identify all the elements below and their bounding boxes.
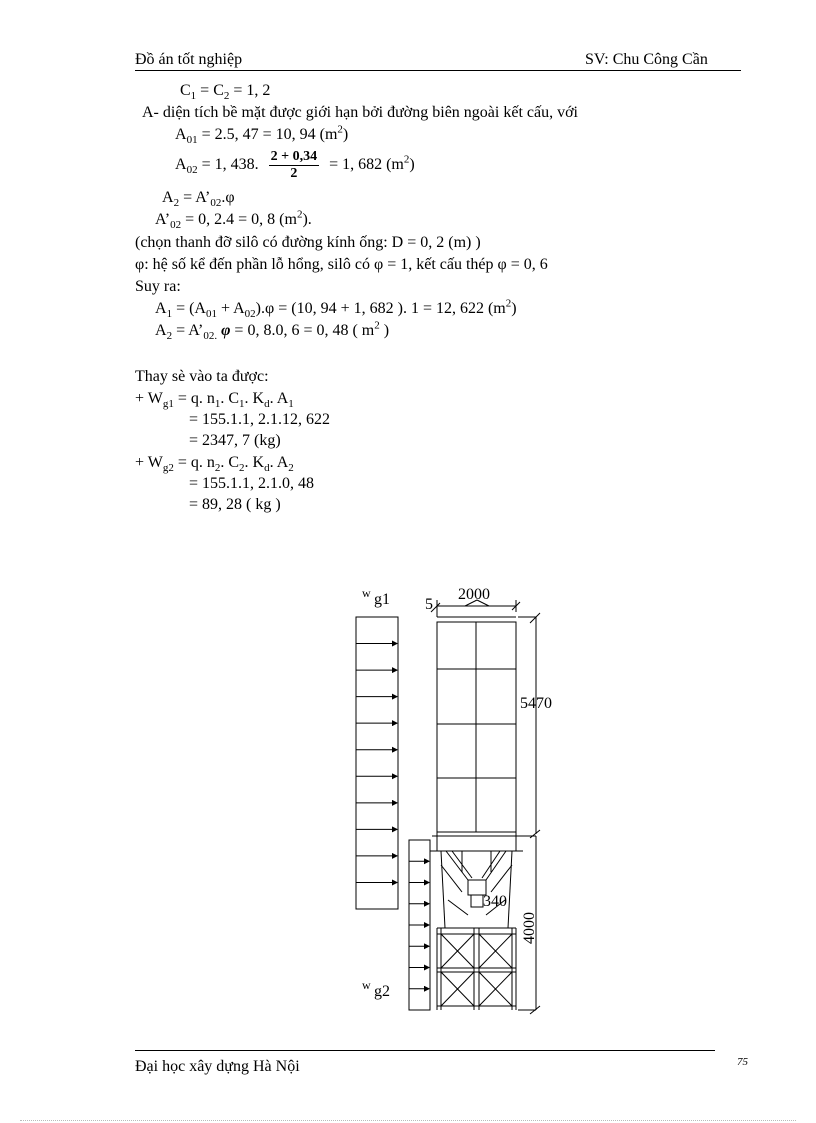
line-suy-ra: Suy ra:	[135, 278, 181, 295]
header-left: Đồ án tốt nghiệp	[135, 51, 243, 68]
line-wg2-step3: = 89, 28 ( kg )	[189, 496, 281, 513]
line-choose: (chọn thanh đỡ silô có đường kính ống: D = 0, 2 (m) )	[135, 234, 481, 251]
label-wg2: g2	[374, 983, 390, 1000]
line-a01: $A_{01} = 2.5$, 47 = 10, 94 $(m^2)$	[175, 123, 349, 147]
wind-load-wg2-arrows	[409, 840, 430, 1010]
line-c-coeffs: $C_1 = C_2 = 1$, 2	[180, 82, 271, 103]
dim-340: 340	[483, 893, 507, 910]
line-a02-prime: $A’_{02} = 0$, 2.4 = 0, 8 $(m^2)$.	[155, 208, 312, 232]
line-wg2: + $W_{g2} = q$. $n_2$. $C_2$. $K_d$. $A_2$	[135, 454, 294, 475]
dim-2000: 2000	[458, 586, 490, 603]
dim-4000: 4000	[521, 912, 538, 944]
line-a2: $A_2$ = $A’_{02}.\varphi$	[162, 189, 235, 210]
line-thay-se: Thay sè vào ta được:	[135, 368, 269, 385]
silo-support-frame	[437, 928, 516, 1010]
line-wg1-step3: = 2347, 7 (kg)	[189, 432, 281, 449]
line-wg2-step2: = 155.1.1, 2.1.0, 48	[189, 475, 315, 492]
footer-rule	[135, 1050, 715, 1051]
line-wg1: + $W_{g1} = q$. $n_1$. $C_1$. $K_d$. $A_1$	[135, 390, 294, 411]
dimension-5470	[518, 613, 540, 838]
line-a2-result: $A_2$ = $A’_{02.}$ φ = 0, 8.0, 6 = 0, 48 ( $m^2$ )	[155, 319, 390, 343]
line-a02: $A_{02} = 1$, 438. $\frac{2 + 0,34}{2}$ = 1, 682 $(m^2)$	[175, 148, 415, 181]
line-area-definition: A- diện tích bề mặt được giới hạn bởi đường biên ngoài kết cấu, với	[142, 104, 578, 121]
page-bottom-dots	[20, 1120, 796, 1121]
page-number: 75	[737, 1056, 748, 1068]
silo-hopper	[430, 832, 523, 928]
header-right: SV: Chu Công Cần	[585, 51, 708, 68]
footer-left: Đại học xây dựng Hà Nội	[135, 1058, 300, 1075]
label-wg2-w: w	[362, 978, 371, 992]
label-wg1-w: w	[362, 586, 371, 600]
fraction: $\frac{2 + 0,34}{2}$	[270, 148, 318, 181]
dim-5470: 5470	[520, 695, 552, 712]
line-a1: $A_1 = (A_{01} + A_{02}).\varphi = (10$, 94 + 1, 682 ). 1 = 12, 622 $(m^2)$	[155, 297, 517, 321]
line-wg1-step2: = 155.1.1, 2.1.12, 622	[189, 411, 331, 428]
line-phi: φ: hệ số kể đến phần lỗ hổng, silô có φ = 1, kết cấu thép φ = 0, 6	[135, 256, 548, 273]
dim-5: 5	[425, 596, 433, 613]
label-wg1: g1	[374, 591, 390, 608]
wind-load-wg1-arrows	[356, 617, 398, 909]
silo-body	[437, 617, 516, 832]
